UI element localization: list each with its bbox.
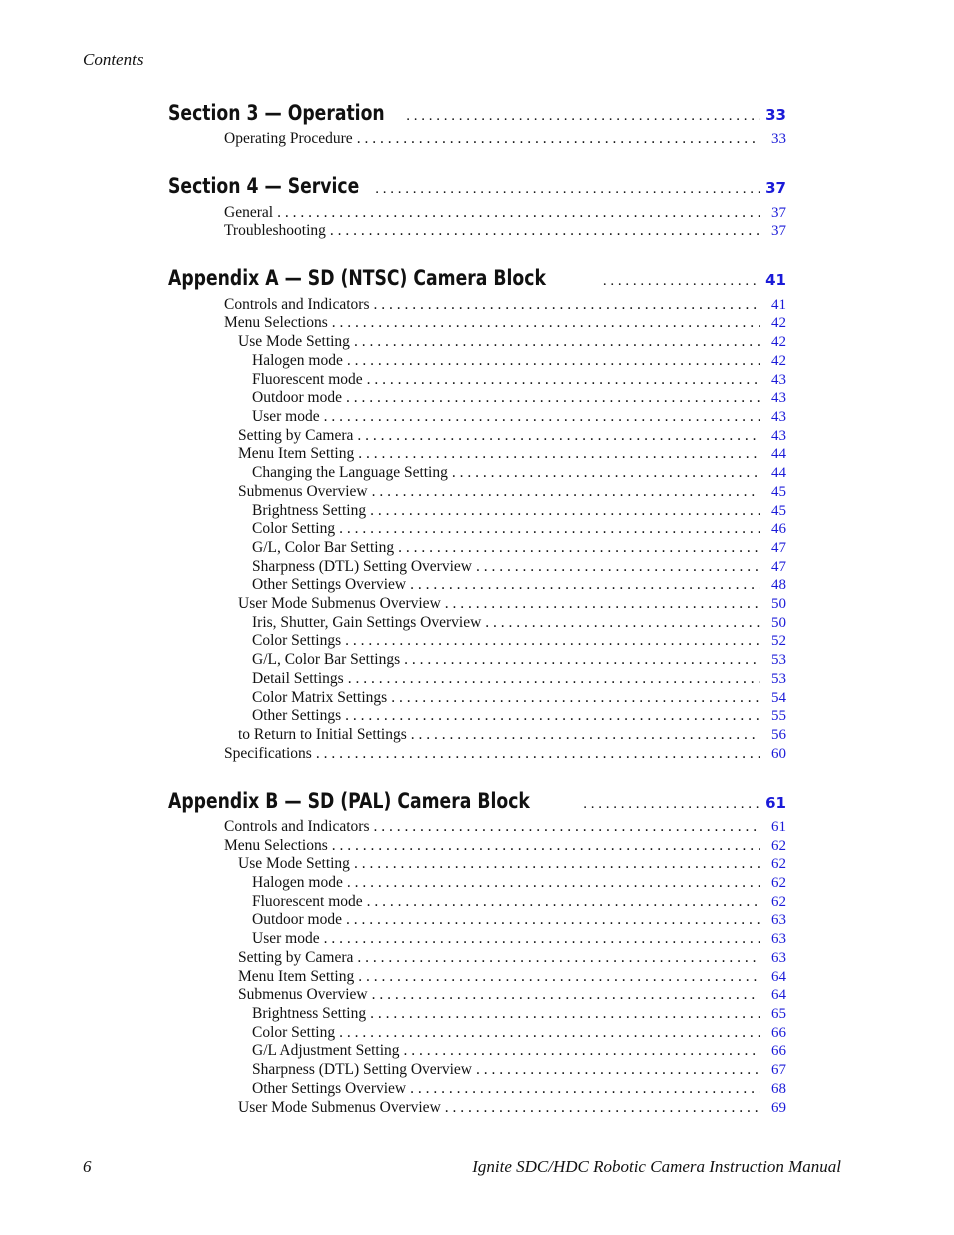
toc-entry[interactable]	[238, 855, 786, 873]
dot-leader	[330, 222, 760, 240]
toc-entry-label: Menu Item Setting	[238, 445, 355, 462]
dot-leader	[354, 855, 760, 873]
page-number: 6	[83, 1157, 92, 1176]
toc-page-link[interactable]: 48	[771, 577, 786, 593]
toc-page-link[interactable]: 43	[771, 409, 786, 425]
dot-leader	[358, 445, 760, 463]
dot-leader	[372, 986, 760, 1004]
dot-leader	[445, 1099, 760, 1117]
toc-entry-label: Halogen mode	[252, 874, 343, 891]
dot-leader	[345, 632, 760, 650]
toc-entry[interactable]	[252, 539, 786, 557]
toc-entry-label: Section 3 — Operation	[168, 101, 385, 125]
toc-entry-label: Setting by Camera	[238, 427, 354, 444]
toc-entry[interactable]	[252, 614, 786, 632]
toc-entry-label: to Return to Initial Settings	[238, 726, 407, 743]
toc-entry-label: Changing the Language Setting	[252, 464, 448, 481]
toc-entry-label: Submenus Overview	[238, 483, 368, 500]
toc-entry[interactable]	[224, 314, 786, 332]
dot-leader	[375, 181, 760, 198]
toc-page-link[interactable]: 47	[771, 540, 786, 556]
dot-leader	[324, 408, 760, 426]
toc-page-link[interactable]: 54	[771, 690, 786, 706]
toc-entry[interactable]	[252, 576, 786, 594]
dot-leader	[346, 911, 760, 929]
toc-entry-label: Use Mode Setting	[238, 855, 350, 872]
toc-entry[interactable]	[252, 1005, 786, 1023]
toc-page-link[interactable]: 37	[771, 223, 786, 239]
toc-entry[interactable]	[252, 1061, 786, 1079]
dot-leader	[346, 389, 760, 407]
toc-page-link[interactable]: 64	[771, 987, 786, 1003]
toc-entry-label: Troubleshooting	[224, 222, 326, 239]
dot-leader	[332, 314, 760, 332]
toc-page-link[interactable]: 45	[771, 503, 786, 519]
dot-leader	[391, 689, 760, 707]
toc-entry[interactable]	[252, 464, 786, 482]
toc-entry[interactable]	[252, 670, 786, 688]
toc-entry[interactable]	[252, 689, 786, 707]
toc-page-link[interactable]: 56	[771, 727, 786, 743]
dot-leader	[347, 352, 760, 370]
toc-heading[interactable]	[168, 789, 786, 813]
toc-entry[interactable]	[238, 483, 786, 501]
toc-entry[interactable]	[252, 352, 786, 370]
toc-page-link[interactable]: 53	[771, 652, 786, 668]
toc-page-link[interactable]: 42	[771, 334, 786, 350]
toc-page-link[interactable]: 62	[771, 894, 786, 910]
toc-entry-label: Color Setting	[252, 520, 336, 537]
toc-entry[interactable]	[224, 818, 786, 836]
dot-leader	[476, 1061, 760, 1079]
toc-entry-label: G/L Adjustment Setting	[252, 1042, 400, 1059]
dot-leader	[410, 576, 760, 594]
toc-entry[interactable]	[252, 1024, 786, 1042]
toc-entry[interactable]	[252, 874, 786, 892]
toc-entry-label: Submenus Overview	[238, 986, 368, 1003]
toc-page-link[interactable]: 42	[771, 315, 786, 331]
dot-leader	[398, 539, 760, 557]
toc-entry[interactable]	[224, 837, 786, 855]
dot-leader	[357, 427, 760, 445]
toc-page-link[interactable]: 45	[771, 484, 786, 500]
dot-leader	[370, 1005, 760, 1023]
dot-leader	[406, 108, 760, 125]
toc-entry[interactable]	[252, 389, 786, 407]
toc-page-link[interactable]: 42	[771, 353, 786, 369]
toc-entry-label: User Mode Submenus Overview	[238, 595, 441, 612]
toc-entry[interactable]	[238, 949, 786, 967]
toc-entry[interactable]	[238, 595, 786, 613]
dot-leader	[345, 707, 760, 725]
toc-entry-label: Other Settings	[252, 707, 342, 724]
toc-entry[interactable]	[252, 520, 786, 538]
toc-page-link[interactable]: 64	[771, 969, 786, 985]
toc-page-link[interactable]: 43	[771, 428, 786, 444]
toc-page-link[interactable]: 41	[765, 271, 786, 289]
toc-entry-label: G/L, Color Bar Settings	[252, 651, 401, 668]
toc-page-link[interactable]: 63	[771, 912, 786, 928]
dot-leader	[411, 726, 760, 744]
toc-entry-label: Color Setting	[252, 1024, 336, 1041]
dot-leader	[374, 818, 760, 836]
toc-page-link[interactable]: 66	[771, 1043, 786, 1059]
toc-entry-label: Operating Procedure	[224, 130, 353, 147]
toc-page-link[interactable]: 62	[771, 838, 786, 854]
toc-entry[interactable]	[252, 911, 786, 929]
toc-entry-label: Fluorescent mode	[252, 371, 363, 388]
toc-page-link[interactable]: 44	[771, 446, 786, 462]
toc-entry-label: Sharpness (DTL) Setting Overview	[252, 558, 472, 575]
dot-leader	[370, 502, 760, 520]
toc-page-link[interactable]: 33	[771, 131, 786, 147]
toc-page-link[interactable]: 66	[771, 1025, 786, 1041]
toc-entry-label: G/L, Color Bar Setting	[252, 539, 395, 556]
toc-page-link[interactable]: 62	[771, 875, 786, 891]
toc-page-link[interactable]: 60	[771, 746, 786, 762]
dot-leader	[410, 1080, 760, 1098]
toc-page-link[interactable]: 55	[771, 708, 786, 724]
toc-entry[interactable]	[238, 1099, 786, 1117]
dot-leader	[357, 130, 760, 148]
toc-entry[interactable]	[224, 296, 786, 314]
toc-entry[interactable]	[238, 726, 786, 744]
toc-entry-label: General	[224, 204, 274, 221]
toc-page-link[interactable]: 63	[771, 931, 786, 947]
toc-page-link[interactable]: 44	[771, 465, 786, 481]
dot-leader	[404, 651, 760, 669]
toc-entry-label: Menu Selections	[224, 837, 328, 854]
toc-entry-label: Brightness Setting	[252, 1005, 367, 1022]
toc-entry-label: Color Settings	[252, 632, 342, 649]
toc-entry[interactable]	[224, 222, 786, 240]
toc-entry[interactable]	[252, 408, 786, 426]
toc-entry-label: Detail Settings	[252, 670, 344, 687]
toc-entry[interactable]	[238, 427, 786, 445]
toc-entry[interactable]	[252, 371, 786, 389]
dot-leader	[339, 520, 760, 538]
toc-entry[interactable]	[224, 204, 786, 222]
toc-page-link[interactable]: 62	[771, 856, 786, 872]
toc-entry[interactable]	[238, 968, 786, 986]
toc-page-link[interactable]: 37	[771, 205, 786, 221]
toc-entry[interactable]	[252, 558, 786, 576]
toc-entry[interactable]	[252, 1080, 786, 1098]
dot-leader	[476, 558, 760, 576]
toc-page-link[interactable]: 41	[771, 297, 786, 313]
dot-leader	[485, 614, 760, 632]
toc-entry-label: Outdoor mode	[252, 389, 342, 406]
toc-page-link[interactable]: 50	[771, 615, 786, 631]
dot-leader	[347, 874, 760, 892]
toc-entry-label: Color Matrix Settings	[252, 689, 388, 706]
toc-entry-label: Other Settings Overview	[252, 1080, 407, 1097]
toc-entry-label: Controls and Indicators	[224, 818, 370, 835]
toc-entry-label: Sharpness (DTL) Setting Overview	[252, 1061, 472, 1078]
toc-entry-label: Appendix B — SD (PAL) Camera Block	[168, 789, 530, 813]
toc-entry-label: Fluorescent mode	[252, 893, 363, 910]
toc-entry-label: Appendix A — SD (NTSC) Camera Block	[168, 266, 546, 290]
toc-heading[interactable]	[168, 266, 786, 290]
toc-entry-label: User Mode Submenus Overview	[238, 1099, 441, 1116]
dot-leader	[404, 1042, 760, 1060]
dot-leader	[367, 893, 760, 911]
toc-page-link[interactable]: 65	[771, 1006, 786, 1022]
toc-page-link[interactable]: 53	[771, 671, 786, 687]
toc-entry-label: Specifications	[224, 745, 312, 762]
dot-leader	[603, 273, 760, 290]
toc-entry[interactable]	[252, 707, 786, 725]
dot-leader	[348, 670, 760, 688]
toc-page-link[interactable]: 33	[765, 106, 786, 124]
toc-page-link[interactable]: 50	[771, 596, 786, 612]
manual-title: Ignite SDC/HDC Robotic Camera Instruction Manual	[472, 1157, 841, 1176]
toc-page-link[interactable]: 37	[765, 179, 786, 197]
toc-page-link[interactable]: 68	[771, 1081, 786, 1097]
toc-entry-label: Brightness Setting	[252, 502, 367, 519]
toc-page-link[interactable]: 47	[771, 559, 786, 575]
toc-entry[interactable]	[252, 651, 786, 669]
dot-leader	[277, 204, 760, 222]
toc-entry-label: User mode	[252, 408, 320, 425]
dot-leader	[358, 968, 760, 986]
dot-leader	[367, 371, 760, 389]
toc-entry[interactable]	[252, 893, 786, 911]
toc-entry[interactable]	[224, 130, 786, 148]
toc-page-link[interactable]: 67	[771, 1062, 786, 1078]
toc-entry-label: Menu Selections	[224, 314, 328, 331]
dot-leader	[332, 837, 760, 855]
toc-entry-label: Other Settings Overview	[252, 576, 407, 593]
toc-entry[interactable]	[252, 1042, 786, 1060]
toc-entry[interactable]	[252, 502, 786, 520]
toc-page-link[interactable]: 43	[771, 390, 786, 406]
toc-page-link[interactable]: 46	[771, 521, 786, 537]
dot-leader	[452, 464, 760, 482]
dot-leader	[354, 333, 760, 351]
dot-leader	[583, 796, 760, 813]
toc-entry-label: Section 4 — Service	[168, 174, 360, 198]
toc-entry[interactable]	[238, 445, 786, 463]
toc-entry-label: User mode	[252, 930, 320, 947]
toc-entry-label: Menu Item Setting	[238, 968, 355, 985]
toc-entry[interactable]	[252, 930, 786, 948]
toc-entry[interactable]	[224, 745, 786, 763]
toc-page-link[interactable]: 61	[771, 819, 786, 835]
dot-leader	[372, 483, 760, 501]
dot-leader	[445, 595, 760, 613]
dot-leader	[339, 1024, 760, 1042]
toc-entry[interactable]	[238, 333, 786, 351]
toc-page-link[interactable]: 61	[765, 794, 786, 812]
toc-entry-label: Controls and Indicators	[224, 296, 370, 313]
toc-entry-label: Iris, Shutter, Gain Settings Overview	[252, 614, 482, 631]
dot-leader	[357, 949, 760, 967]
toc-page-link[interactable]: 43	[771, 372, 786, 388]
toc-page-link[interactable]: 63	[771, 950, 786, 966]
dot-leader	[316, 745, 760, 763]
toc-entry-label: Setting by Camera	[238, 949, 354, 966]
toc-page-link[interactable]: 69	[771, 1100, 786, 1116]
toc-entry-label: Outdoor mode	[252, 911, 342, 928]
toc-entry[interactable]	[238, 986, 786, 1004]
toc-entry-label: Halogen mode	[252, 352, 343, 369]
dot-leader	[374, 296, 760, 314]
dot-leader	[324, 930, 760, 948]
toc-entry[interactable]	[252, 632, 786, 650]
toc-page-link[interactable]: 52	[771, 633, 786, 649]
toc-entry-label: Use Mode Setting	[238, 333, 350, 350]
toc-heading[interactable]	[168, 174, 786, 198]
toc-heading[interactable]	[168, 101, 786, 125]
running-head: Contents	[83, 50, 144, 69]
